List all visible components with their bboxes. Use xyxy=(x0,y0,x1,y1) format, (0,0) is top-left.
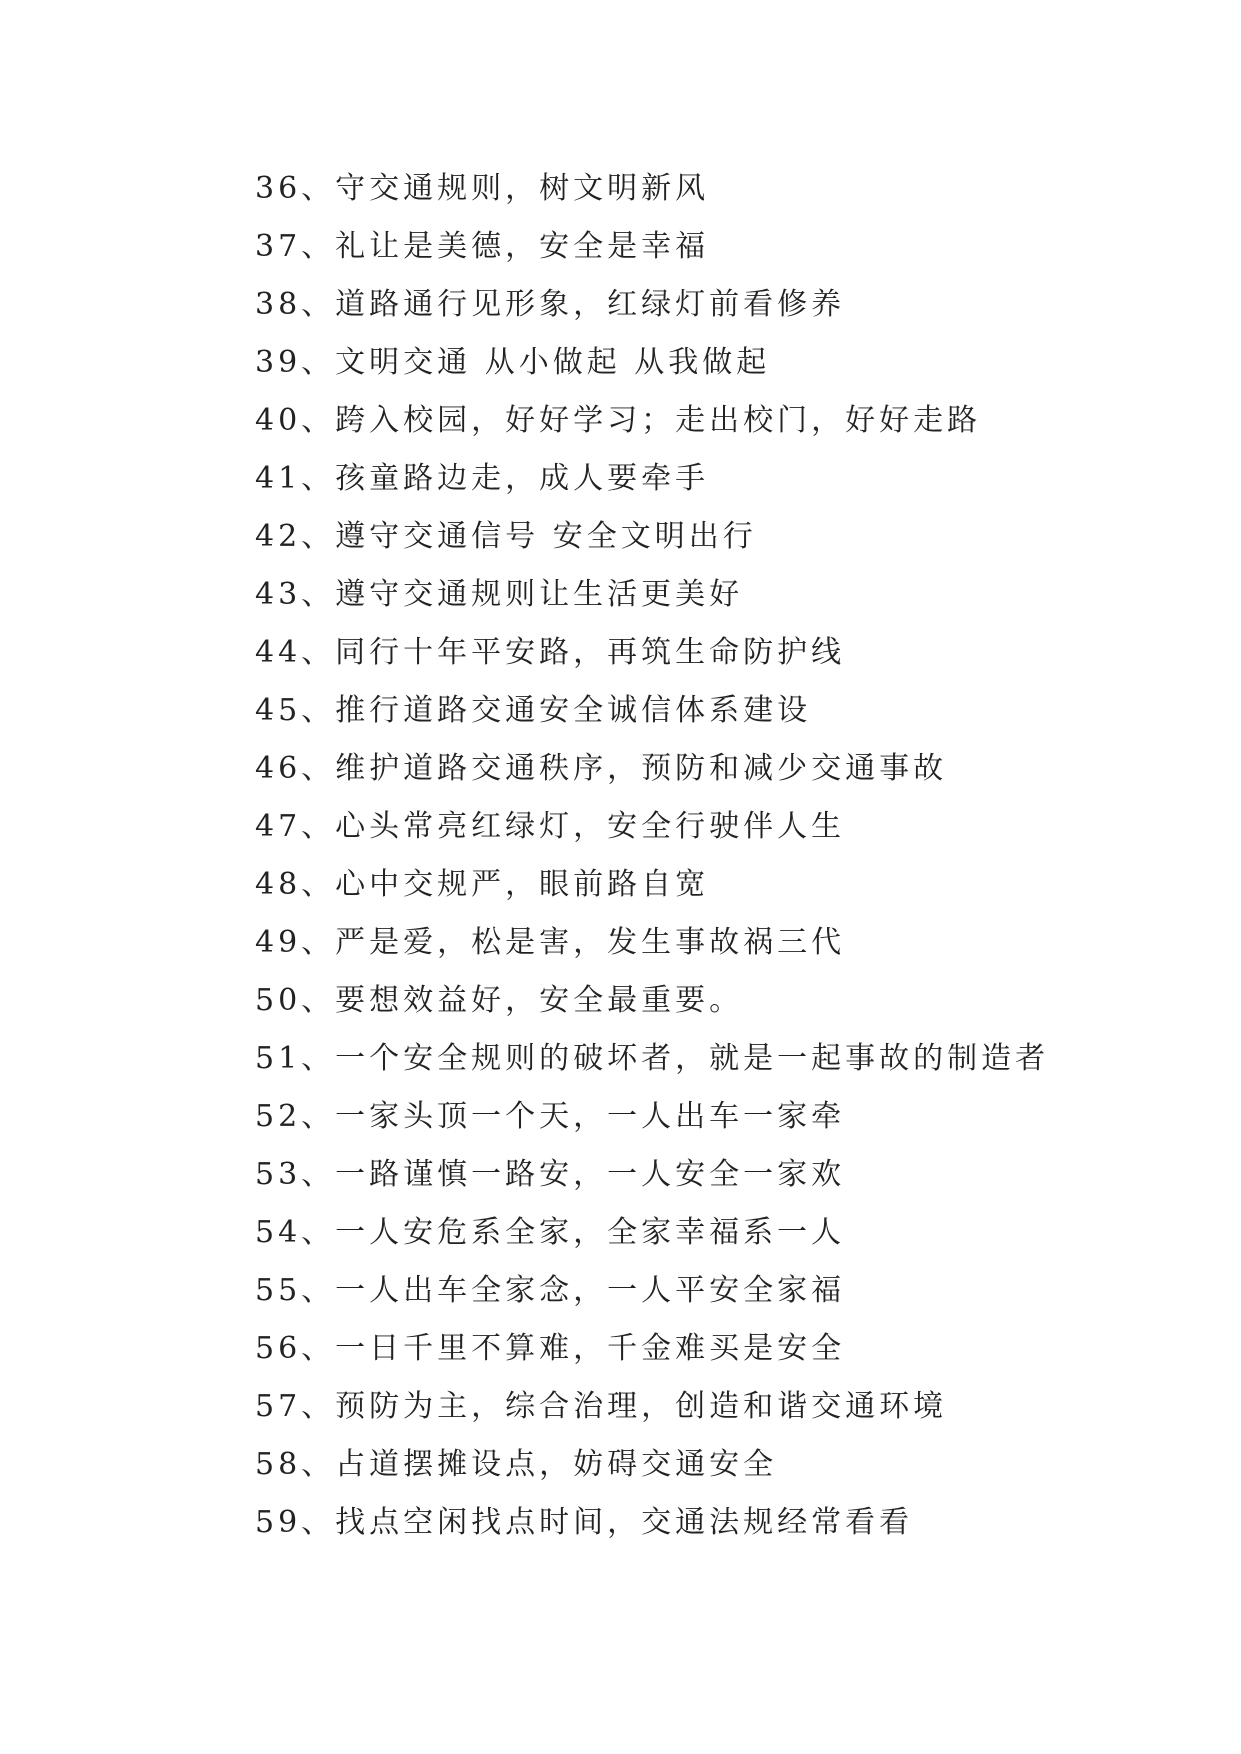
slogan-line: 39、文明交通 从小做起 从我做起 xyxy=(255,345,771,380)
slogan-list xyxy=(255,160,1155,1552)
slogan-line: 53、一路谨慎一路安，一人安全一家欢 xyxy=(255,1157,846,1192)
slogan-line: 48、心中交规严，眼前路自宽 xyxy=(255,867,710,902)
slogan-line: 59、找点空闲找点时间，交通法规经常看看 xyxy=(255,1505,914,1540)
slogan-line: 40、跨入校园，好好学习；走出校门，好好走路 xyxy=(255,403,982,438)
slogan-line: 36、守交通规则，树文明新风 xyxy=(255,171,710,206)
slogan-line: 47、心头常亮红绿灯，安全行驶伴人生 xyxy=(255,809,846,844)
slogan-line: 42、遵守交通信号 安全文明出行 xyxy=(255,519,757,554)
slogan-line: 54、一人安危系全家，全家幸福系一人 xyxy=(255,1215,846,1250)
slogan-line: 43、遵守交通规则让生活更美好 xyxy=(255,577,744,612)
slogan-line: 52、一家头顶一个天，一人出车一家牵 xyxy=(255,1099,846,1134)
slogan-line: 57、预防为主，综合治理，创造和谐交通环境 xyxy=(255,1389,948,1424)
slogan-line: 50、要想效益好，安全最重要。 xyxy=(255,983,744,1018)
slogan-line: 58、占道摆摊设点，妨碍交通安全 xyxy=(255,1447,778,1482)
slogan-line: 41、孩童路边走，成人要牵手 xyxy=(255,461,710,496)
slogan-line: 44、同行十年平安路，再筑生命防护线 xyxy=(255,635,846,670)
slogan-line: 37、礼让是美德，安全是幸福 xyxy=(255,229,710,264)
slogan-line: 56、一日千里不算难，千金难买是安全 xyxy=(255,1331,846,1366)
slogan-line: 49、严是爱，松是害，发生事故祸三代 xyxy=(255,925,846,960)
slogan-line: 38、道路通行见形象，红绿灯前看修养 xyxy=(255,287,846,322)
slogan-line: 46、维护道路交通秩序，预防和减少交通事故 xyxy=(255,751,948,786)
slogan-line: 45、推行道路交通安全诚信体系建设 xyxy=(255,693,812,728)
slogan-line: 55、一人出车全家念，一人平安全家福 xyxy=(255,1273,846,1308)
slogan-line: 51、一个安全规则的破坏者，就是一起事故的制造者 xyxy=(255,1041,1050,1076)
